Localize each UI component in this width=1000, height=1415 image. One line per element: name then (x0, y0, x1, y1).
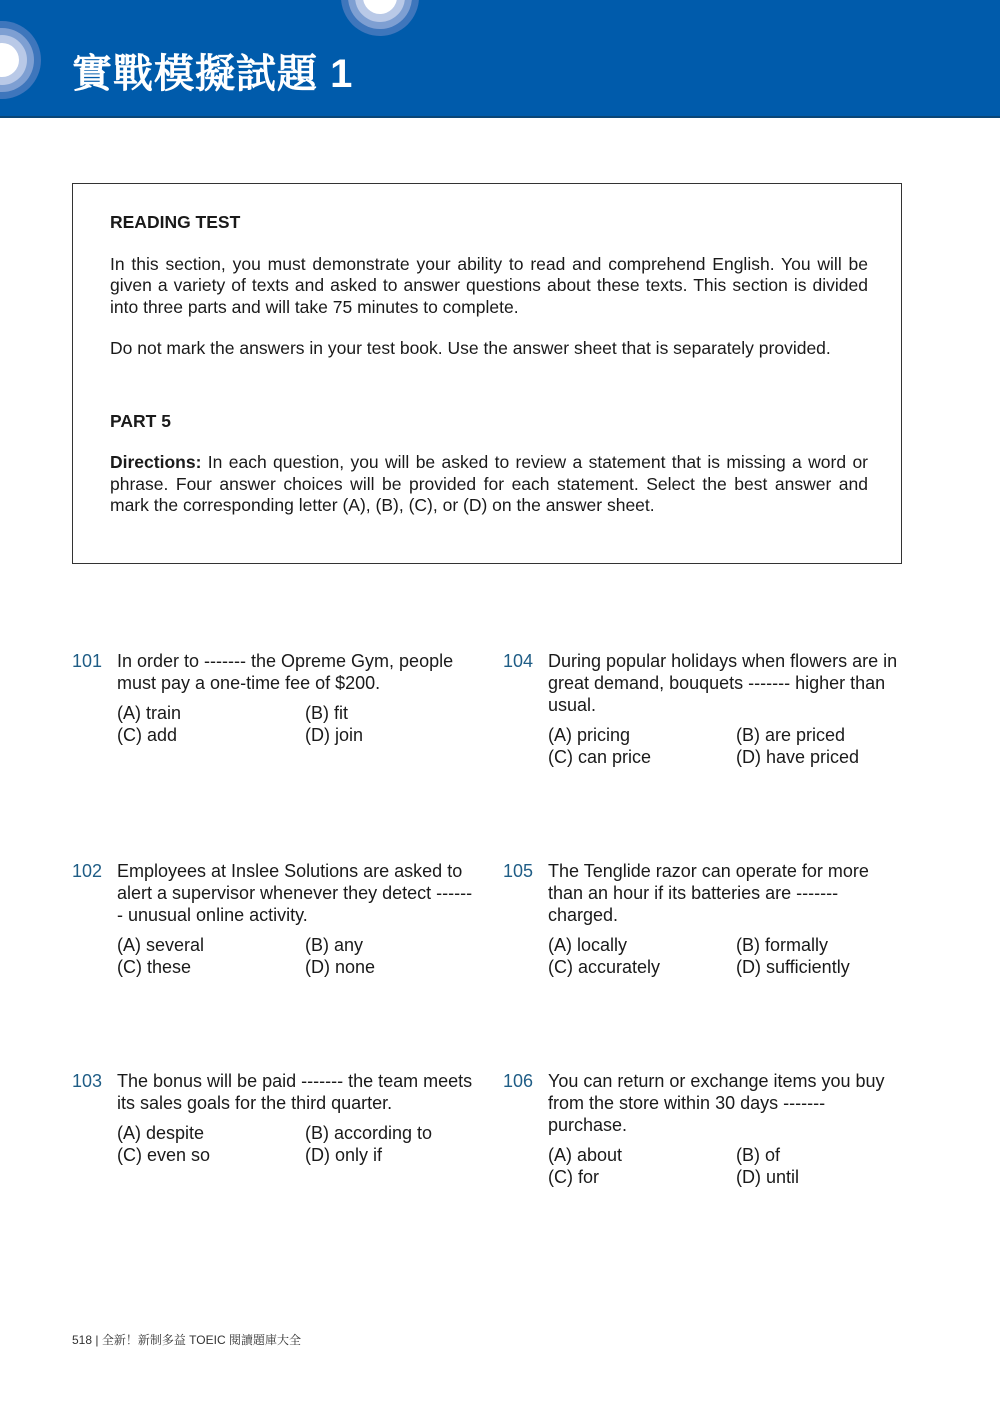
option-d[interactable]: (D) until (736, 1167, 800, 1187)
question-stem: The bonus will be paid ------- the team meets its sales goals for the third quarter. (117, 1071, 473, 1113)
option-c[interactable]: (C) can price (548, 747, 652, 767)
header-band (0, 0, 1000, 118)
option-d[interactable]: (D) sufficiently (736, 957, 850, 977)
option-b[interactable]: (B) formally (736, 935, 829, 955)
option-c[interactable]: (C) for (548, 1167, 599, 1187)
option-b[interactable]: (B) any (305, 935, 364, 955)
answer-sheet-note: Do not mark the answers in your test book. Use the answer sheet that is separately provided. (110, 338, 831, 358)
answer-options (548, 934, 908, 978)
option-b[interactable]: (B) fit (305, 703, 348, 723)
option-a[interactable]: (A) pricing (548, 725, 631, 745)
answer-options (548, 724, 908, 768)
instructions-box (72, 183, 902, 564)
option-d[interactable]: (D) none (305, 957, 376, 977)
option-a[interactable]: (A) locally (548, 935, 628, 955)
page-title: 實戰模擬試題 1 (72, 52, 354, 96)
option-a[interactable]: (A) despite (117, 1123, 205, 1143)
option-a[interactable]: (A) several (117, 935, 205, 955)
question-stem: In order to ------- the Opreme Gym, people must pay a one-time fee of $200. (117, 651, 454, 693)
section-title: READING TEST (110, 212, 241, 232)
option-c[interactable]: (C) even so (117, 1145, 211, 1165)
question-stem: Employees at Inslee Solutions are asked to alert a supervisor whenever they detect ------- unusual online activity. (117, 861, 473, 925)
option-b[interactable]: (B) of (736, 1145, 781, 1165)
option-d[interactable]: (D) only if (305, 1145, 383, 1165)
question-number: 101 (72, 651, 103, 671)
option-a[interactable]: (A) train (117, 703, 182, 723)
option-c[interactable]: (C) these (117, 957, 192, 977)
answer-options (117, 702, 477, 746)
page-footer (72, 1331, 301, 1348)
directions (110, 452, 868, 517)
part-title: PART 5 (110, 410, 171, 431)
question-stem: The Tenglide razor can operate for more than an hour if its batteries are ------- charged. (548, 861, 869, 925)
question-number: 103 (72, 1071, 103, 1091)
question-number: 105 (503, 861, 534, 881)
book-title: 全新！新制多益 TOEIC 閱讀題庫大全 (101, 1333, 301, 1347)
page-number: 518 (72, 1333, 93, 1347)
question-number: 102 (72, 861, 103, 881)
option-c[interactable]: (C) add (117, 725, 178, 745)
option-c[interactable]: (C) accurately (548, 957, 661, 977)
directions-text: In each question, you will be asked to review a statement that is missing a word or phrase. Four answer choices will be provided for each statement. Select the best answer and mark the corresponding letter (A), (B), (C), or (D) on the answer sheet. (110, 452, 868, 515)
directions-label: Directions: (110, 452, 202, 472)
option-b[interactable]: (B) are priced (736, 725, 846, 745)
question-number: 104 (503, 651, 534, 671)
question-stem: During popular holidays when flowers are in great demand, bouquets ------- higher than usual. (548, 651, 898, 715)
option-b[interactable]: (B) according to (305, 1123, 433, 1143)
section-intro-paragraph: In this section, you must demonstrate your ability to read and comprehend English. You will be given a variety of texts and asked to answer questions about these texts. This section is divided into three parts and will take 75 minutes to complete. (110, 253, 868, 317)
answer-options (548, 1144, 908, 1188)
question-stem: You can return or exchange items you buy from the store within 30 days ------- purchase. (548, 1071, 885, 1135)
question-number: 106 (503, 1071, 534, 1091)
option-a[interactable]: (A) about (548, 1145, 623, 1165)
answer-options (117, 934, 477, 978)
answer-options (117, 1122, 477, 1166)
option-d[interactable]: (D) have priced (736, 747, 860, 767)
footer-separator: | (95, 1333, 99, 1347)
option-d[interactable]: (D) join (305, 725, 364, 745)
